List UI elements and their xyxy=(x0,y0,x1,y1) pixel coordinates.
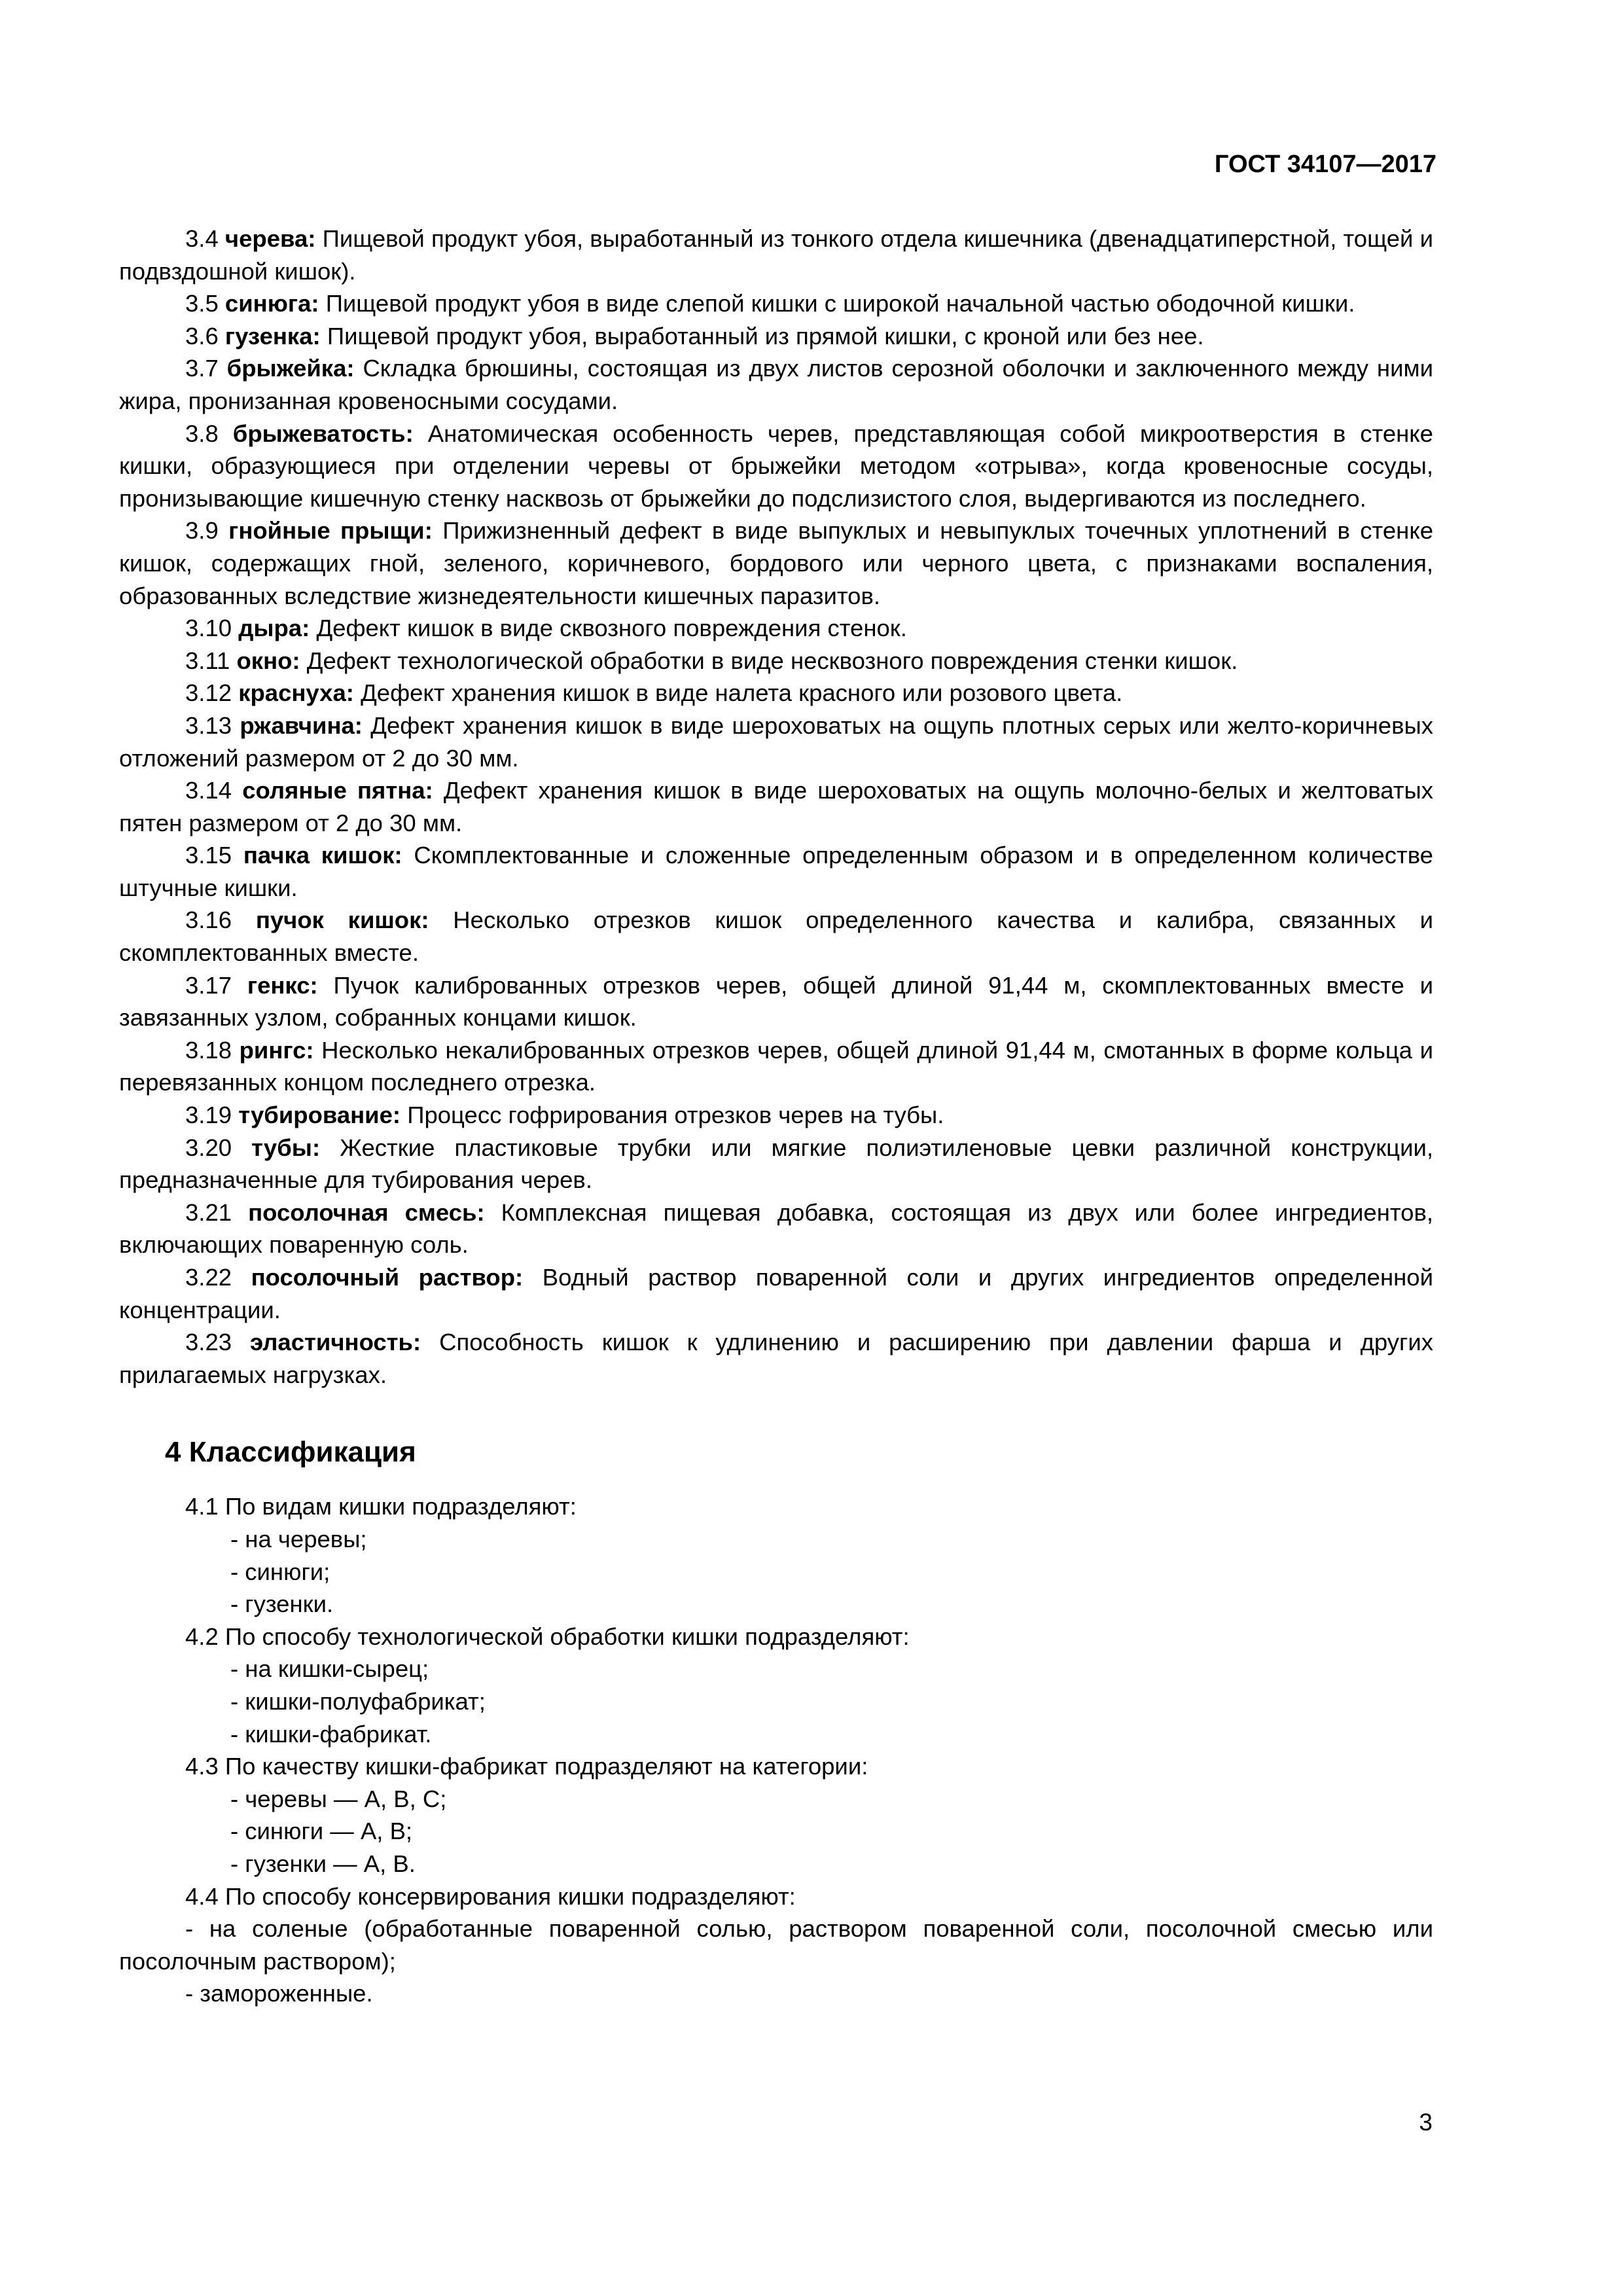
definition-number: 3.6 xyxy=(185,322,219,350)
definition-3-14 xyxy=(119,774,1433,839)
list-item: - черевы — А, В, С; xyxy=(230,1785,447,1812)
page-content xyxy=(119,223,1433,2010)
definition-3-9 xyxy=(119,514,1433,612)
definition-term: рингс: xyxy=(239,1036,314,1064)
definition-number: 3.7 xyxy=(185,355,219,382)
definition-3-23 xyxy=(119,1326,1433,1391)
definition-text: Дефект технологической обработки в виде несквозного повреждения стенки кишок. xyxy=(306,647,1238,674)
list-item: - замороженные. xyxy=(185,1980,373,2007)
definition-text: Процесс гофрирования отрезков черев на тубы. xyxy=(407,1102,944,1129)
definition-text: Способность кишок к удлинению и расширению при давлении фарша и других прилагаемых нагрузках. xyxy=(119,1329,1433,1388)
list-item: - гузенки — А, В. xyxy=(230,1850,416,1877)
definition-3-13 xyxy=(119,709,1433,774)
definition-text: Комплексная пищевая добавка, состоящая из двух или более ингредиентов, включающих поваренную соль. xyxy=(119,1198,1433,1259)
definition-3-7 xyxy=(119,352,1433,417)
definition-term: посолочный раствор: xyxy=(251,1264,524,1291)
definition-3-11 xyxy=(119,645,1433,677)
section-heading-classification: 4 Классификация xyxy=(165,1436,416,1469)
page-number: 3 xyxy=(1419,2109,1433,2136)
definition-3-4 xyxy=(119,223,1433,287)
definition-term: соляные пятна: xyxy=(242,777,433,804)
definition-number: 3.5 xyxy=(185,290,219,317)
document-header: ГОСТ 34107—2017 xyxy=(1214,151,1436,178)
definition-term: тубирование: xyxy=(238,1102,401,1129)
definition-number: 3.15 xyxy=(185,842,232,869)
definition-term: гузенка: xyxy=(224,322,321,350)
clause-4-4: 4.4 По способу консервирования кишки подразделяют: xyxy=(185,1882,796,1910)
definition-text: Пищевой продукт убоя, выработанный из тонкого отдела кишечника (двенадцатиперстной, тощей и подвздошной кишок). xyxy=(119,225,1433,285)
definition-3-8 xyxy=(119,418,1433,515)
definition-3-15 xyxy=(119,839,1433,904)
definition-3-20 xyxy=(119,1132,1433,1196)
definition-text: Водный раствор поваренной соли и других ингредиентов определенной концентрации. xyxy=(119,1264,1433,1323)
definition-number: 3.4 xyxy=(185,225,219,252)
definition-number: 3.11 xyxy=(185,647,230,674)
list-item: - кишки-фабрикат. xyxy=(230,1720,432,1748)
definition-text: Жесткие пластиковые трубки или мягкие полиэтиленовые цевки различной конструкции, предназначенные для тубирования черев. xyxy=(119,1134,1433,1194)
definition-3-10 xyxy=(119,612,1433,645)
definition-text: Дефект хранения кишок в виде шероховатых на ощупь молочно-белых и желтоватых пятен размером от 2 до 30 мм. xyxy=(119,777,1433,836)
definition-text: Пучок калиброванных отрезков черев, общей длиной 91,44 м, скомплектованных вместе и завязанных узлом, собранных концами кишок. xyxy=(119,971,1433,1031)
definition-3-22 xyxy=(119,1261,1433,1326)
definition-term: ржавчина: xyxy=(240,711,363,739)
definition-text: Прижизненный дефект в виде выпуклых и невыпуклых точечных уплотнений в стенке кишок, содержащих гной, зеленого, коричневого, бордового или черного цвета, с признаками воспаления, образованных вследствие жизнедеятельности кишечных паразитов. xyxy=(119,517,1433,609)
clause-4-3: 4.3 По качеству кишки-фабрикат подразделяют на категории: xyxy=(185,1753,868,1780)
definition-3-5 xyxy=(119,287,1433,320)
definition-number: 3.10 xyxy=(185,615,232,642)
definition-3-17 xyxy=(119,969,1433,1034)
definition-term: краснуха: xyxy=(238,679,354,707)
definition-number: 3.13 xyxy=(185,711,232,739)
definition-3-19 xyxy=(119,1099,1433,1132)
definition-text: Пищевой продукт убоя, выработанный из прямой кишки, с кроной или без нее. xyxy=(327,322,1204,350)
list-item: - на черевы; xyxy=(230,1525,367,1552)
definition-term: пучок кишок: xyxy=(255,906,429,934)
definition-term: эластичность: xyxy=(249,1329,421,1356)
definition-3-21 xyxy=(119,1196,1433,1261)
definition-text: Несколько отрезков кишок определенного качества и калибра, связанных и скомплектованных вместе. xyxy=(119,906,1433,967)
definition-number: 3.22 xyxy=(185,1264,232,1291)
definition-text: Пищевой продукт убоя в виде слепой кишки с широкой начальной частью ободочной кишки. xyxy=(325,290,1355,317)
definition-number: 3.20 xyxy=(185,1134,232,1161)
clause-4-1: 4.1 По видам кишки подразделяют: xyxy=(185,1493,577,1520)
definition-term: брыжеватость: xyxy=(232,420,414,447)
definition-text: Анатомическая особенность черев, представляющая собой микроотверстия в стенке кишки, образующиеся при отделении черевы от брыжейки методом «отрыва», когда кровеносные сосуды, пронизывающие кишечную стенку насквозь от брыжейки до подслизистого слоя, выдергиваются из последнего. xyxy=(119,420,1433,512)
definition-term: посолочная смесь: xyxy=(248,1198,485,1226)
definition-term: синюга: xyxy=(224,290,319,317)
definition-number: 3.17 xyxy=(185,971,232,999)
definition-term: гнойные прыщи: xyxy=(228,517,433,545)
definition-text: Дефект хранения кишок в виде шероховатых на ощупь плотных серых или желто-коричневых отложений размером от 2 до 30 мм. xyxy=(119,711,1433,772)
list-item: - кишки-полуфабрикат; xyxy=(230,1687,486,1715)
definition-number: 3.16 xyxy=(185,906,232,934)
definition-term: дыра: xyxy=(238,615,310,642)
definition-3-6 xyxy=(119,320,1433,353)
definition-number: 3.21 xyxy=(185,1198,232,1226)
definition-term: черева: xyxy=(224,225,316,252)
list-item: - на кишки-сырец; xyxy=(230,1655,429,1683)
definition-number: 3.9 xyxy=(185,517,219,545)
list-item: - на соленые (обработанные поваренной солью, раствором поваренной соли, посолочной смесью или посолочным раствором); xyxy=(119,1915,1433,1975)
definition-number: 3.12 xyxy=(185,679,232,707)
list-item: - синюги; xyxy=(230,1558,330,1585)
definition-text: Скомплектованные и сложенные определенным образом и в определенном количестве штучные кишки. xyxy=(119,842,1433,901)
definition-term: тубы: xyxy=(251,1134,321,1161)
definition-term: генкс: xyxy=(247,971,318,999)
definition-text: Несколько некалиброванных отрезков черев, общей длиной 91,44 м, смотанных в форме кольца и перевязанных концом последнего отрезка. xyxy=(119,1036,1433,1096)
definition-number: 3.23 xyxy=(185,1329,232,1356)
definition-number: 3.8 xyxy=(185,420,219,447)
definition-3-12 xyxy=(119,677,1433,709)
definition-text: Дефект хранения кишок в виде налета красного или розового цвета. xyxy=(361,679,1123,707)
list-item: - гузенки. xyxy=(230,1590,334,1618)
clause-4-2: 4.2 По способу технологической обработки кишки подразделяют: xyxy=(185,1623,910,1650)
definition-number: 3.18 xyxy=(185,1036,232,1064)
definition-number: 3.14 xyxy=(185,777,232,804)
definition-text: Дефект кишок в виде сквозного повреждения стенок. xyxy=(316,615,907,642)
definition-number: 3.19 xyxy=(185,1102,232,1129)
definition-term: окно: xyxy=(236,647,300,674)
list-item: - синюги — А, В; xyxy=(230,1818,413,1845)
definition-term: пачка кишок: xyxy=(243,842,402,869)
definition-3-18 xyxy=(119,1034,1433,1099)
definition-term: брыжейка: xyxy=(226,355,355,382)
definition-3-16 xyxy=(119,904,1433,969)
definition-text: Складка брюшины, состоящая из двух листов серозной оболочки и заключенного между ними жира, пронизанная кровеносными сосудами. xyxy=(119,355,1433,414)
